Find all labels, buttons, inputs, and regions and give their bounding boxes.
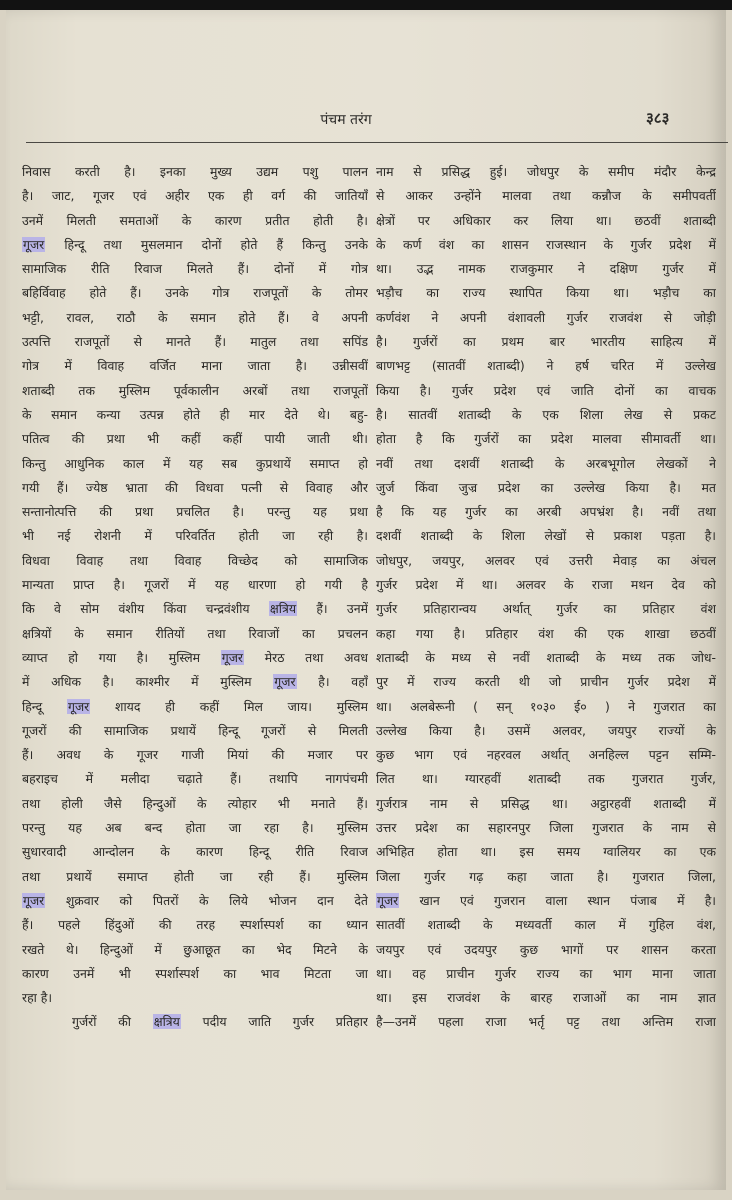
text-line: [376, 889, 716, 913]
text-span: कर्णवंश ने अपनी वंशावली गुर्जर राजवंश से जोड़ी: [376, 309, 716, 325]
text-line: [376, 330, 716, 354]
text-span: किया है। गुर्जर प्रदेश एवं जाति दोनों का वाचक: [376, 382, 716, 398]
text-line: [376, 816, 716, 840]
text-line: [22, 695, 368, 719]
text-line: [22, 306, 368, 330]
text-span: शुक्रवार को पितरों के लिये भोजन दान देते: [45, 892, 368, 908]
text-line: [376, 840, 716, 864]
text-span: गुर्जरात्र नाम से प्रसिद्ध था। अट्ठारहवीं शताब्दी में: [376, 795, 716, 811]
text-span: बहिर्विवाह होते हैं। उनके गोत्र राजपूतों के तोमर: [22, 285, 368, 301]
text-line: [376, 622, 716, 646]
page-number: ३८३: [646, 109, 670, 127]
header-rule: [26, 142, 728, 143]
text-span: कि वे सोम वंशीय किंवा चन्द्रवंशीय: [22, 601, 269, 617]
text-line: [22, 330, 368, 354]
text-line: [22, 549, 368, 573]
text-span: दशवीं शताब्दी के शिला लेखों से प्रकाश पड़ता है।: [376, 528, 716, 544]
highlighted-word: गूजर: [67, 698, 90, 714]
text-span: में अधिक है। काश्मीर में मुस्लिम: [22, 674, 274, 690]
text-span: था। उद्भ नामक राजकुमार ने दक्षिण गुर्जर में: [376, 261, 716, 277]
text-line: [376, 743, 716, 767]
text-span: होता है कि गुर्जरों का प्रदेश मालवा सीमावर्ती था।: [376, 431, 716, 447]
text-line: [22, 962, 368, 986]
text-span: अभिहित होता था। इस समय ग्वालियर का एक: [376, 844, 716, 860]
text-span: क्षत्रियों के समान रीतियों तथा रिवाजों का प्रचलन: [22, 625, 368, 641]
text-line: [376, 354, 716, 378]
text-span: जिला गुर्जर गढ़ कहा जाता है। गुजरात जिला,: [376, 868, 716, 884]
text-line: [376, 962, 716, 986]
text-span: गुर्जर प्रदेश में था। अलवर के राजा मथन देव को: [376, 577, 716, 593]
text-span: उनमें मिलती समताओं के कारण प्रतीत होती है।: [22, 212, 368, 228]
text-line: [22, 743, 368, 767]
text-span: बहराइच में मलीदा चढ़ाते हैं। तथापि नागपंचमी: [22, 771, 368, 787]
text-line: [376, 913, 716, 937]
text-span: क्षेत्रों पर अधिकार कर लिया था। छठवीं शताब्दी: [376, 212, 716, 228]
text-line: [376, 403, 716, 427]
text-line: [22, 1010, 368, 1034]
text-span: गुर्जर प्रतिहारान्वय अर्थात् गुर्जर का प्रतिहार वंश: [376, 601, 716, 617]
text-line: [22, 403, 368, 427]
text-line: [22, 913, 368, 937]
text-span: कारण उनमें भी स्पर्शास्पर्श का भाव मिटता जा: [22, 965, 368, 981]
text-line: [22, 233, 368, 257]
text-line: [376, 184, 716, 208]
text-line: [376, 938, 716, 962]
text-span: जोधपुर, जयपुर, अलवर एवं उत्तरी मेवाड़ का अंचल: [376, 552, 716, 568]
text-span: हिन्दू तथा मुसलमान दोनों होते हैं किन्तु उनके: [45, 236, 368, 252]
text-span: था। अलबेरूनी ( सन् १०३० ई० ) ने गुजरात का: [376, 698, 716, 714]
text-line: [376, 719, 716, 743]
text-span: सामाजिक रीति रिवाज मिलते हैं। दोनों में गोत्र: [22, 261, 368, 277]
text-span: किन्तु आधुनिक काल में यह सब कुप्रथायें समाप्त हो: [22, 455, 368, 471]
text-span: हैं। पहले हिंदुओं की तरह स्पर्शास्पर्श का ध्यान: [22, 917, 368, 933]
text-span: है। वहाँ: [296, 674, 368, 690]
text-line: [376, 209, 716, 233]
running-header-title: पंचम तरंग: [320, 112, 372, 128]
text-span: गूजरों की सामाजिक प्रथायें हिन्दू गूजरों से मिलती: [22, 722, 368, 738]
text-span: तथा प्रथायें समाप्त होती जा रही हैं। मुस्लिम: [22, 868, 368, 884]
text-line: [22, 816, 368, 840]
text-span: सुधारवादी आन्दोलन के कारण हिन्दू रीति रिवाज: [22, 844, 368, 860]
text-line: [376, 573, 716, 597]
text-span: हिन्दू: [22, 698, 67, 714]
text-span: रखते थे। हिन्दुओं में छुआछूत का भेद मिटने के: [22, 941, 368, 957]
text-span: जयपुर एवं उदयपुर कुछ भागों पर शासन करता: [376, 941, 716, 957]
left-text-column: [22, 160, 368, 1035]
text-line: [376, 257, 716, 281]
text-span: है—उनमें पहला राजा भर्तृ पट्ट तथा अन्तिम राजा: [376, 1014, 716, 1030]
highlighted-word: क्षत्रिय: [153, 1014, 180, 1030]
text-line: [22, 986, 368, 1010]
text-line: [22, 500, 368, 524]
text-line: [22, 719, 368, 743]
highlighted-word: गूजर: [377, 892, 399, 908]
text-line: [376, 865, 716, 889]
text-line: [376, 549, 716, 573]
text-span: हैं। अवध के गूजर गाजी मियां की मजार पर: [22, 747, 368, 763]
text-line: [376, 306, 716, 330]
highlighted-word: क्षत्रिय: [269, 601, 297, 617]
text-span: उल्लेख किया है। उसमें अलवर, जयपुर राज्यों के: [376, 722, 716, 738]
text-span: गुर्जरों की: [72, 1014, 153, 1030]
text-span: तथा होली जैसे हिन्दुओं के त्योहार भी मनाते हैं।: [22, 795, 368, 811]
text-line: [22, 476, 368, 500]
text-line: [22, 524, 368, 548]
highlighted-word: गूजर: [221, 649, 244, 665]
text-line: [376, 524, 716, 548]
text-line: [376, 427, 716, 451]
text-line: [22, 257, 368, 281]
text-span: भट्टी, रावल, राठौ के समान होते हैं। वे अपनी: [22, 309, 368, 325]
text-span: उत्तर प्रदेश का सहारनपुर जिला गुजरात के नाम से: [376, 820, 716, 836]
text-span: था। वह प्राचीन गुर्जर राज्य का भाग माना जाता: [376, 965, 716, 981]
text-line: [376, 646, 716, 670]
text-span: विधवा विवाह तथा विवाह विच्छेद को सामाजिक: [22, 552, 368, 568]
text-span: नवीं तथा दशवीं शताब्दी के अरबभूगोल लेखकों ने: [376, 455, 716, 471]
text-line: [376, 452, 716, 476]
text-span: पदीय जाति गुर्जर प्रतिहार: [180, 1014, 368, 1030]
highlighted-word: गूजर: [23, 892, 45, 908]
text-span: के कर्ण वंश का शासन राजस्थान के गुर्जर प्रदेश में: [376, 236, 716, 252]
text-line: [22, 427, 368, 451]
text-span: गयी हैं। ज्येष्ठ भ्राता की विधवा पत्नी से विवाह और: [22, 479, 368, 495]
text-span: हैं। उनमें: [297, 601, 368, 617]
text-span: से आकर उन्होंने मालवा तथा कन्नौज के समीपवर्ती: [376, 188, 716, 204]
text-line: [22, 792, 368, 816]
text-line: [22, 379, 368, 403]
highlighted-word: गूजर: [23, 236, 45, 252]
text-span: रहा है।: [22, 990, 53, 1006]
text-line: [22, 622, 368, 646]
text-line: [22, 281, 368, 305]
text-span: सातवीं शताब्दी के मध्यवर्ती काल में गुहिल वंश,: [376, 917, 716, 933]
text-span: भड़ौच का राज्य स्थापित किया था। भड़ौच का: [376, 285, 716, 301]
text-span: निवास करती है। इनका मुख्य उद्यम पशु पालन: [22, 164, 368, 179]
text-span: बाणभट्ट (सातवीं शताब्दी) ने हर्ष चरित में उल्लेख: [376, 358, 716, 374]
text-span: सन्तानोत्पत्ति की प्रथा प्रचलित है। परन्तु यह प्रथा: [22, 504, 368, 520]
text-line: [22, 597, 368, 621]
text-line: [22, 840, 368, 864]
text-line: [376, 597, 716, 621]
text-line: [22, 865, 368, 889]
text-line: [376, 233, 716, 257]
text-span: शताब्दी तक मुस्लिम पूर्वकालीन अरबों तथा राजपूतों: [22, 382, 368, 398]
text-span: व्याप्त हो गया है। मुस्लिम: [22, 649, 221, 665]
text-span: भी नई रोशनी में परिवर्तित होती जा रही है।: [22, 528, 368, 544]
text-span: लित था। ग्यारहवीं शताब्दी तक गुजरात गुर्जर,: [376, 771, 716, 787]
highlighted-word: गूजर: [274, 674, 296, 690]
book-page: [6, 10, 726, 1190]
text-span: पतित्व की प्रथा भी कहीं कहीं पायी जाती थी।: [22, 431, 368, 447]
text-line: [376, 160, 716, 184]
text-span: मान्यता प्राप्त है। गूजरों में यह धारणा हो गयी है: [22, 577, 368, 593]
text-line: [22, 452, 368, 476]
text-span: है कि यह गुर्जर का अरबी अपभ्रंश है। नवीं तथा: [376, 504, 716, 520]
text-line: [22, 938, 368, 962]
text-line: [376, 986, 716, 1010]
text-span: पुर में राज्य करती थी जो प्राचीन गुर्जर प्रदेश में: [376, 674, 716, 690]
text-span: है। जाट, गूजर एवं अहीर एक ही वर्ग की जातियाँ: [22, 188, 368, 204]
text-line: [376, 695, 716, 719]
text-line: [376, 281, 716, 305]
text-line: [22, 767, 368, 791]
text-span: है। गुर्जरों का प्रथम बार भारतीय साहित्य में: [376, 334, 716, 350]
text-line: [22, 209, 368, 233]
text-line: [22, 889, 368, 913]
text-span: उत्पत्ति राजपूतों से मानते हैं। मातुल तथा सपिंड: [22, 334, 368, 350]
text-line: [376, 1010, 716, 1034]
text-line: [376, 476, 716, 500]
text-line: [376, 500, 716, 524]
text-line: [376, 670, 716, 694]
text-line: [22, 670, 368, 694]
text-span: नाम से प्रसिद्ध हुई। जोधपुर के समीप मंदौर केन्द्र: [376, 164, 716, 179]
text-span: था। इस राजवंश के बारह राजाओं का नाम ज्ञात: [376, 990, 716, 1006]
text-line: [22, 354, 368, 378]
text-line: [22, 646, 368, 670]
text-line: [376, 379, 716, 403]
text-line: [22, 573, 368, 597]
text-span: के समान कन्या उत्पन्न होते ही मार देते थे। बहु-: [22, 406, 368, 422]
text-span: शायद ही कहीं मिल जाय। मुस्लिम: [90, 698, 368, 714]
text-span: परन्तु यह अब बन्द होता जा रहा है। मुस्लिम: [22, 820, 368, 836]
text-span: जुर्ज किंवा जुज्र प्रदेश का उल्लेख किया है। मत: [376, 479, 716, 495]
text-line: [376, 767, 716, 791]
text-span: खान एवं गुजरान वाला स्थान पंजाब में है।: [399, 892, 716, 908]
text-span: मेरठ तथा अवध: [244, 649, 368, 665]
text-line: [376, 792, 716, 816]
text-span: गोत्र में विवाह वर्जित माना जाता है। उन्नीसवीं: [22, 358, 368, 374]
text-span: शताब्दी के मध्य से नवीं शताब्दी के मध्य तक जोध-: [376, 649, 716, 665]
text-span: कुछ भाग एवं नहरवल अर्थात् अनहिल्ल पट्टन सम्मि-: [376, 747, 716, 763]
top-border: [0, 0, 732, 10]
text-span: कहा गया है। प्रतिहार वंश की एक शाखा छठवीं: [376, 625, 716, 641]
text-line: [22, 184, 368, 208]
text-span: है। सातवीं शताब्दी के एक शिला लेख से प्रकट: [376, 406, 716, 422]
text-line: [22, 160, 368, 184]
right-text-column: [376, 160, 716, 1035]
